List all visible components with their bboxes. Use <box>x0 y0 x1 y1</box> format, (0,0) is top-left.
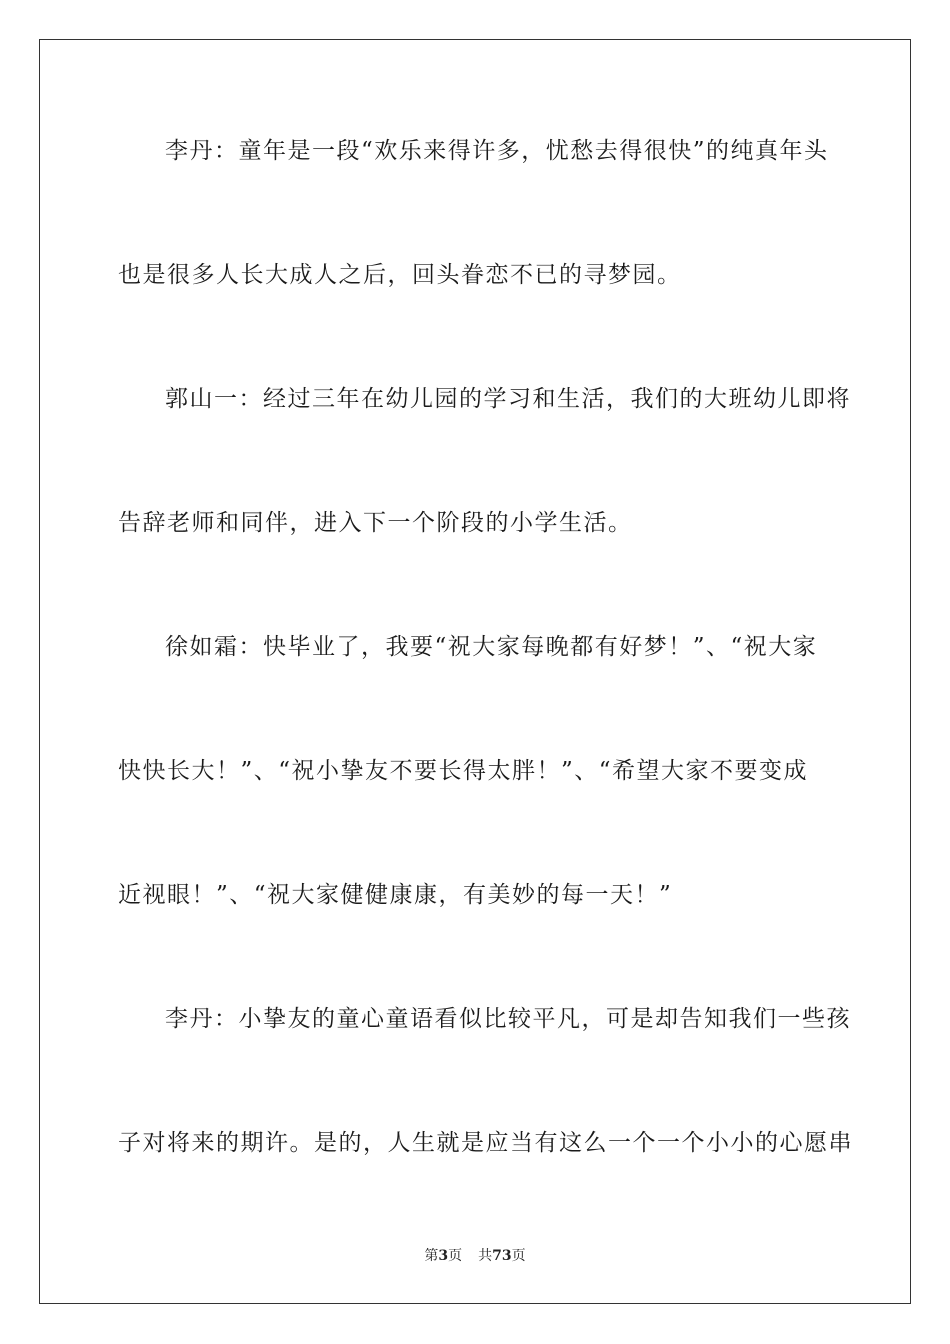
paragraph-line-9: 子对将来的期许。是的，人生就是应当有这么一个一个小小的心愿串 <box>118 1130 853 1156</box>
paragraph-line-1: 李丹：童年是一段“欢乐来得许多，忧愁去得很快”的纯真年头 <box>165 138 829 164</box>
paragraph-line-6: 快快长大！”、“祝小挚友不要长得太胖！”、“希望大家不要变成 <box>118 758 809 784</box>
footer-page-number: 3 <box>438 1248 449 1264</box>
page-footer <box>0 1246 950 1266</box>
paragraph-line-7: 近视眼！”、“祝大家健健康康，有美妙的每一天！” <box>118 882 673 908</box>
footer-total-prefix: 共 <box>478 1248 493 1264</box>
footer-page-prefix: 第 <box>424 1248 439 1264</box>
paragraph-line-3: 郭山一：经过三年在幼儿园的学习和生活，我们的大班幼儿即将 <box>165 386 851 412</box>
paragraph-line-2: 也是很多人长大成人之后，回头眷恋不已的寻梦园。 <box>118 262 682 288</box>
page-border <box>39 39 911 1304</box>
footer-total-suffix: 页 <box>511 1248 526 1264</box>
paragraph-line-5: 徐如霜：快毕业了，我要“祝大家每晚都有好梦！”、“祝大家 <box>165 634 818 660</box>
footer-total-pages: 73 <box>492 1248 512 1264</box>
paragraph-line-8: 李丹：小挚友的童心童语看似比较平凡，可是却告知我们一些孩 <box>165 1006 851 1032</box>
footer-page-suffix: 页 <box>448 1248 463 1264</box>
paragraph-line-4: 告辞老师和同伴，进入下一个阶段的小学生活。 <box>118 510 633 536</box>
